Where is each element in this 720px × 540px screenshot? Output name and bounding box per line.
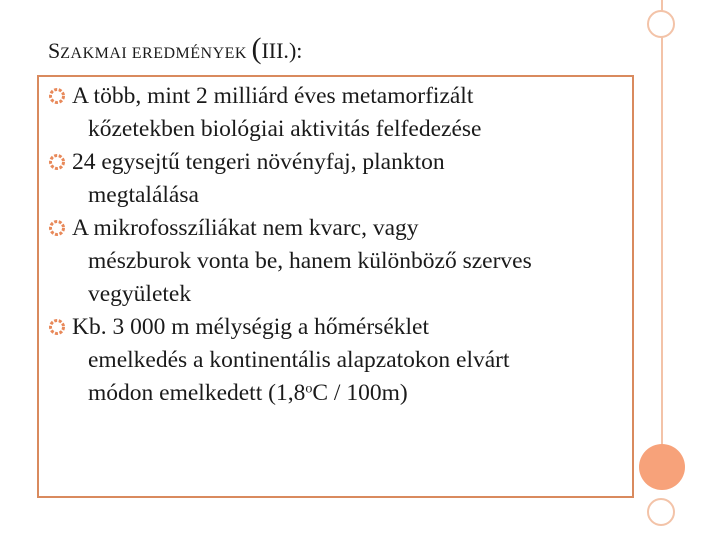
title-text: ZAKMAI EREDMÉNYEK: [60, 45, 252, 62]
title-paren: (: [251, 32, 262, 65]
list-item-text: Kb. 3 000 m mélységig a hőmérséklet: [72, 314, 429, 340]
decorative-vertical-line: [661, 0, 663, 444]
list-item-text: vegyületek: [88, 281, 192, 307]
bullet-list: [46, 80, 636, 410]
wreath-bullet-icon: [48, 318, 66, 336]
decorative-circle-filled: [639, 444, 685, 490]
degree-superscript: o: [305, 380, 313, 397]
title-numeral: III.: [261, 38, 289, 63]
list-item-text: 24 egysejtű tengeri növényfaj, plankton: [72, 149, 445, 175]
list-item: [46, 311, 636, 410]
decorative-circle-bottom: [647, 498, 675, 526]
decorative-circle-top: [647, 10, 675, 38]
wreath-bullet-icon: [48, 153, 66, 171]
list-item-text-part: C / 100m): [312, 380, 408, 406]
title-suffix: ):: [288, 38, 303, 63]
list-item-text: A több, mint 2 milliárd éves metamorfizált: [72, 83, 474, 109]
title-initial: S: [48, 38, 61, 63]
list-item: [46, 80, 636, 146]
wreath-bullet-icon: [48, 219, 66, 237]
wreath-bullet-icon: [48, 87, 66, 105]
list-item-text: emelkedés a kontinentális alapzatokon elvárt: [88, 347, 510, 373]
list-item-text: [72, 377, 636, 410]
list-item-text: kőzetekben biológiai aktivitás felfedezése: [88, 116, 482, 142]
slide-title: [48, 32, 303, 65]
list-item-text-part: módon emelkedett (1,8: [88, 380, 306, 406]
list-item: [46, 146, 636, 212]
list-item-text: megtalálása: [88, 182, 199, 208]
list-item-text: A mikrofosszíliákat nem kvarc, vagy: [72, 215, 419, 241]
list-item-text: mészburok vonta be, hanem különböző szerves: [88, 248, 532, 274]
list-item: [46, 212, 636, 311]
